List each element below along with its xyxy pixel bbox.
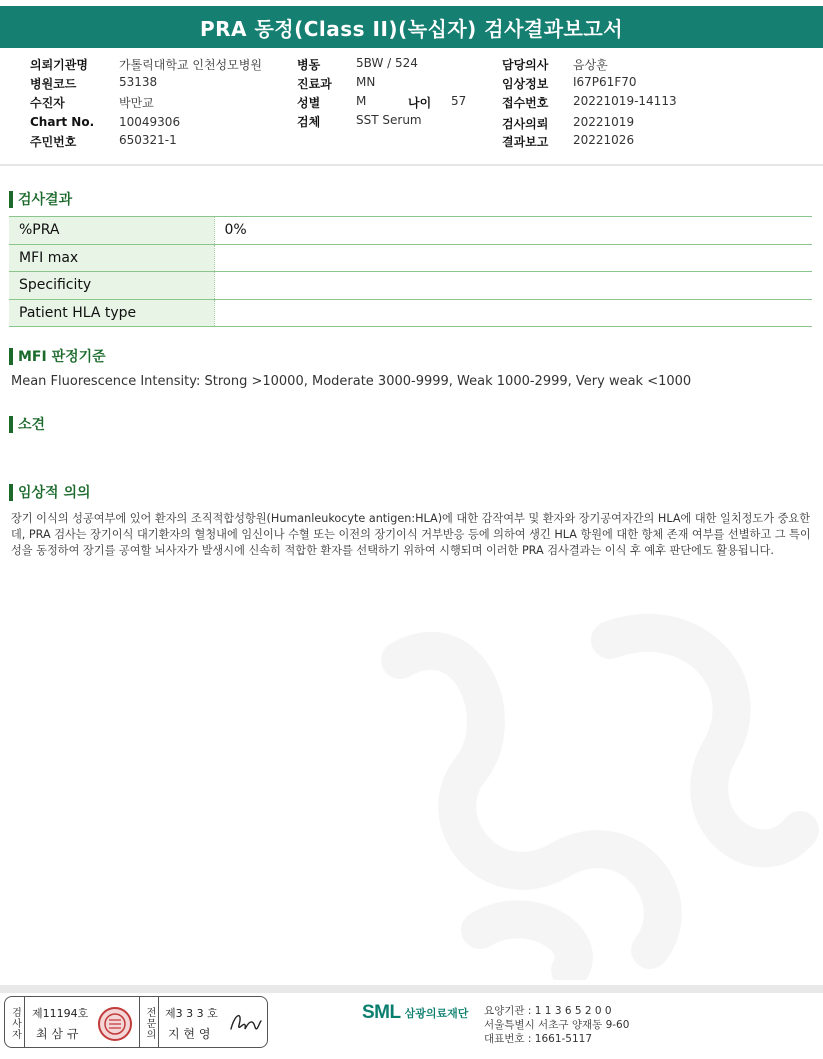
request-date-label: 검사의뢰 bbox=[502, 117, 549, 131]
results-title-text: 검사결과 bbox=[18, 192, 73, 208]
mfi-max-value bbox=[214, 244, 812, 272]
resident-no-label: 주민번호 bbox=[30, 135, 77, 149]
table-row bbox=[9, 217, 812, 245]
criteria-text: Mean Fluorescence Intensity: Strong >10000, Moderate 3000-9999, Weak 1000-2999, Very weak <1000 bbox=[11, 374, 692, 389]
specialist-license: 제3 3 3 호 bbox=[165, 1007, 218, 1020]
pra-label: %PRA bbox=[9, 217, 214, 245]
results-section-title bbox=[9, 189, 72, 209]
inspector-license: 제11194호 bbox=[32, 1007, 89, 1020]
table-row bbox=[9, 272, 812, 300]
request-date-value: 20221019 bbox=[573, 115, 635, 129]
hospital-value: 가톨릭대학교 인천성모병원 bbox=[119, 58, 262, 72]
clinical-text: 장기 이식의 성공여부에 있어 환자의 조직적합성항원(Humanleukocyte antigen:HLA)에 대한 감작여부 및 환자와 장기공여자간의 HLA에 대한 일치정도가 중요한데, PRA 검사는 장기이식 대기환자의 혈청내에 임신이나 수혈 또는 이전의 장기이식 거부반응 등에 의하여 생긴 HLA 항원에 대한 항체 존재 여부를 선별하고 그 특이성을 동정하여 장기를 공여할 뇌사자가 발생시에 신속히 적합한 환자를 선택하기 위하여 시행되며 이러한 PRA 검사결과는 이식 후 예후 판단에도 활용됩니다. bbox=[11, 512, 811, 557]
specimen-value: SST Serum bbox=[356, 113, 422, 127]
ward-value: 5BW / 524 bbox=[356, 56, 418, 70]
header-divider bbox=[0, 164, 823, 166]
section-marker bbox=[9, 191, 13, 208]
hospital-code-label: 병원코드 bbox=[30, 77, 77, 91]
mfi-max-label: MFI max bbox=[9, 244, 214, 272]
department-value: MN bbox=[356, 75, 376, 89]
signature-icon bbox=[227, 1007, 263, 1039]
footer-divider bbox=[0, 985, 823, 993]
ward-label: 병동 bbox=[297, 58, 321, 72]
hospital-label: 의뢰기관명 bbox=[30, 58, 88, 72]
criteria-section-title bbox=[9, 346, 106, 366]
org-contact bbox=[484, 1004, 629, 1046]
section-marker bbox=[9, 484, 13, 501]
clinical-title-text: 임상적 의의 bbox=[18, 485, 91, 501]
age-value: 57 bbox=[451, 94, 467, 108]
department-label: 진료과 bbox=[297, 77, 332, 91]
report-date-value: 20221026 bbox=[573, 133, 635, 147]
inspector-label bbox=[5, 997, 25, 1048]
patient-name-label: 수진자 bbox=[30, 96, 65, 110]
org-phone: 대표번호 : 1661-5117 bbox=[484, 1033, 593, 1045]
section-marker bbox=[9, 348, 13, 365]
chart-no-label: Chart No. bbox=[30, 115, 95, 129]
specialist-name: 지 현 영 bbox=[168, 1027, 211, 1041]
opinion-title-text: 소견 bbox=[18, 417, 46, 433]
age-label: 나이 bbox=[408, 96, 432, 110]
sml-logo: SML bbox=[362, 1002, 401, 1023]
clinical-info-label: 임상정보 bbox=[502, 77, 549, 91]
watermark-logo bbox=[360, 600, 820, 980]
patient-name-value: 박만교 bbox=[119, 96, 154, 110]
resident-no-value: 650321-1 bbox=[119, 133, 177, 147]
criteria-title-text: MFI 판정기준 bbox=[18, 349, 106, 365]
org-logo bbox=[362, 1002, 468, 1024]
opinion-section-title bbox=[9, 414, 45, 434]
results-table bbox=[9, 216, 812, 327]
doctor-value: 음상훈 bbox=[573, 58, 608, 72]
table-row bbox=[9, 299, 812, 327]
report-date-label: 결과보고 bbox=[502, 135, 549, 149]
org-code: 요양기관 : 1 1 3 6 5 2 0 0 bbox=[484, 1005, 612, 1017]
report-title-bar bbox=[0, 6, 823, 48]
sex-label: 성별 bbox=[297, 96, 321, 110]
org-name: 삼광의료재단 bbox=[404, 1007, 469, 1020]
receipt-no-value: 20221019-14113 bbox=[573, 94, 677, 108]
sex-value: M bbox=[356, 94, 367, 108]
doctor-label: 담당의사 bbox=[502, 58, 549, 72]
specificity-label: Specificity bbox=[9, 272, 214, 300]
specimen-label: 검체 bbox=[297, 115, 321, 129]
pra-value: 0% bbox=[214, 217, 812, 245]
receipt-no-label: 접수번호 bbox=[502, 96, 549, 110]
hla-type-value bbox=[214, 299, 812, 327]
inspector-label-text: 검사자 bbox=[9, 1006, 21, 1040]
hospital-code-value: 53138 bbox=[119, 75, 158, 89]
specialist-label-text: 전문의 bbox=[144, 1006, 155, 1040]
specialist-label bbox=[139, 997, 159, 1048]
table-row bbox=[9, 244, 812, 272]
org-address: 서울특별시 서초구 양재동 9-60 bbox=[484, 1019, 630, 1031]
chart-no-value: 10049306 bbox=[119, 115, 181, 129]
clinical-info-value: I67P61F70 bbox=[573, 75, 637, 89]
seal-icon bbox=[97, 1006, 133, 1042]
report-title: PRA 동정(Class II)(녹십자) 검사결과보고서 bbox=[199, 16, 624, 41]
hla-type-label: Patient HLA type bbox=[9, 299, 214, 327]
clinical-section-title bbox=[9, 482, 91, 502]
specificity-value bbox=[214, 272, 812, 300]
signature-box bbox=[4, 996, 268, 1048]
inspector-name: 최 삼 규 bbox=[36, 1027, 79, 1041]
patient-info bbox=[0, 54, 823, 158]
section-marker bbox=[9, 416, 13, 433]
